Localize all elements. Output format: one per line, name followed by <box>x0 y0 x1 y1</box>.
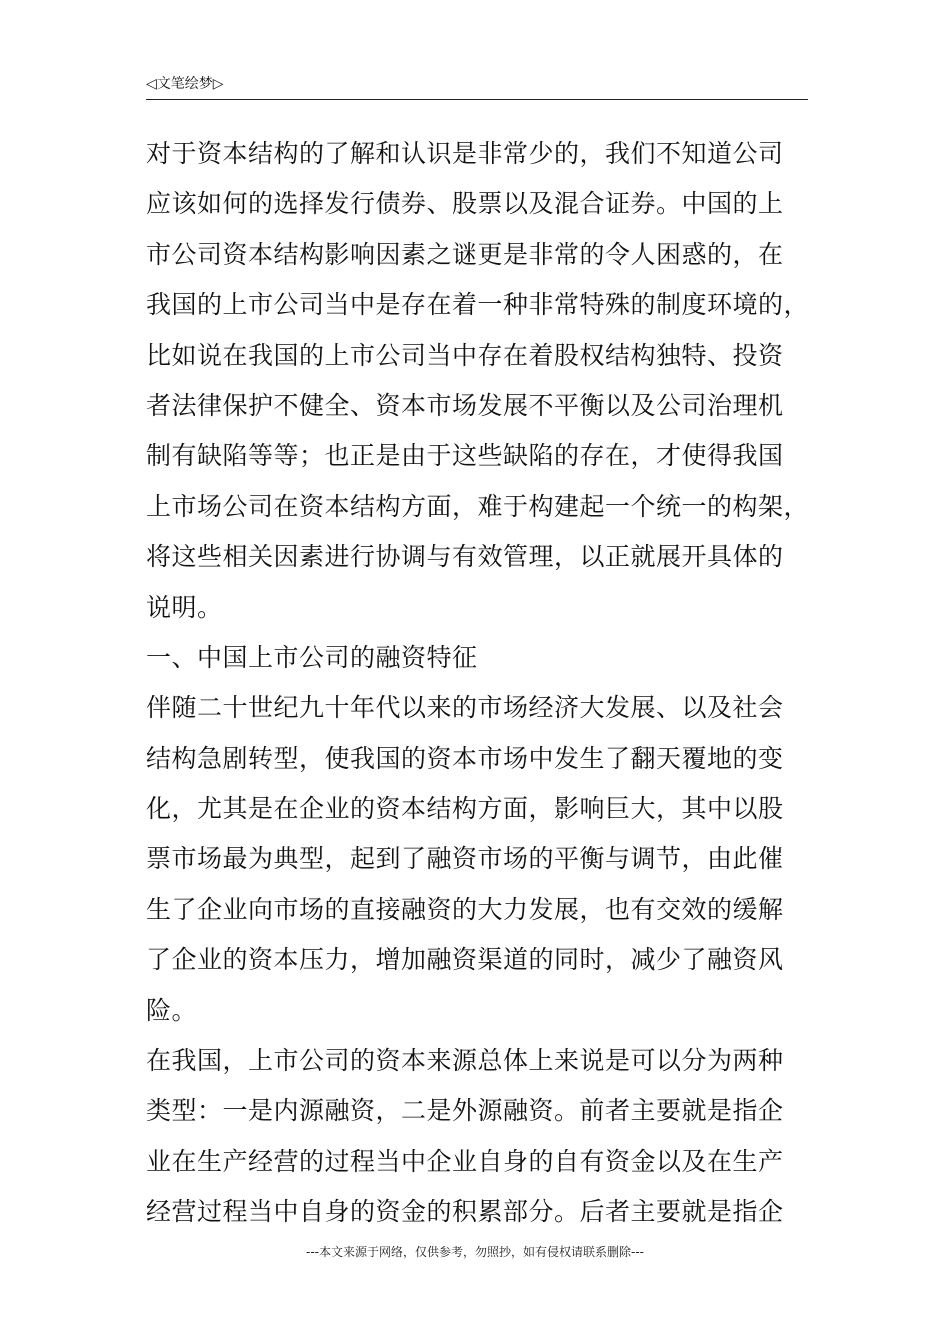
body-line: 将这些相关因素进行协调与有效管理，以正就展开具体的 <box>146 542 784 572</box>
body-line: 市公司资本结构影响因素之谜更是非常的令人困惑的，在 <box>146 239 784 269</box>
body-line: 结构急剧转型，使我国的资本市场中发生了翻天覆地的变 <box>146 743 784 773</box>
body-line: 了企业的资本压力，增加融资渠道的同时，减少了融资风 <box>146 945 784 975</box>
body-line: 业在生产经营的过程当中企业自身的自有资金以及在生产 <box>146 1146 784 1176</box>
body-line: 说明。 <box>146 592 223 622</box>
body-line: 险。 <box>146 995 198 1025</box>
page-footer: ---本文来源于网络，仅供参考，勿照抄，如有侵权请联系删除--- <box>306 1245 644 1259</box>
body-line: 比如说在我国的上市公司当中存在着股权结构独特、投资 <box>146 340 784 370</box>
header-title: 文笔绘梦 <box>156 76 213 92</box>
body-line: 在我国，上市公司的资本来源总体上来说是可以分为两种 <box>146 1046 784 1076</box>
section-heading: 一、中国上市公司的融资特征 <box>146 642 478 672</box>
page-header <box>146 72 808 100</box>
body-line: 上市场公司在资本结构方面，难于构建起一个统一的构架， <box>146 491 810 521</box>
body-line: 对于资本结构的了解和认识是非常少的，我们不知道公司 <box>146 139 784 168</box>
body-line: 伴随二十世纪九十年代以来的市场经济大发展、以及社会 <box>146 693 784 723</box>
body-line: 化，尤其是在企业的资本结构方面，影响巨大，其中以股 <box>146 794 784 824</box>
body-line: 应该如何的选择发行债券、股票以及混合证券。中国的上 <box>146 189 784 219</box>
body-line: 制有缺陷等等；也正是由于这些缺陷的存在，才使得我国 <box>146 441 784 471</box>
body-line: 生了企业向市场的直接融资的大力发展，也有交效的缓解 <box>146 894 784 924</box>
left-triangle-icon: ◁ <box>146 76 157 92</box>
body-line: 经营过程当中自身的资金的积累部分。后者主要就是指企 <box>146 1197 784 1227</box>
body-line: 票市场最为典型，起到了融资市场的平衡与调节，由此催 <box>146 844 784 874</box>
body-line: 我国的上市公司当中是存在着一种非常特殊的制度环境的， <box>146 290 810 320</box>
document-body <box>146 129 810 1238</box>
body-line: 者法律保护不健全、资本市场发展不平衡以及公司治理机 <box>146 390 784 420</box>
body-line: 类型：一是内源融资，二是外源融资。前者主要就是指企 <box>146 1096 784 1126</box>
right-triangle-icon: ▷ <box>212 76 224 92</box>
header-title-group <box>146 75 224 93</box>
